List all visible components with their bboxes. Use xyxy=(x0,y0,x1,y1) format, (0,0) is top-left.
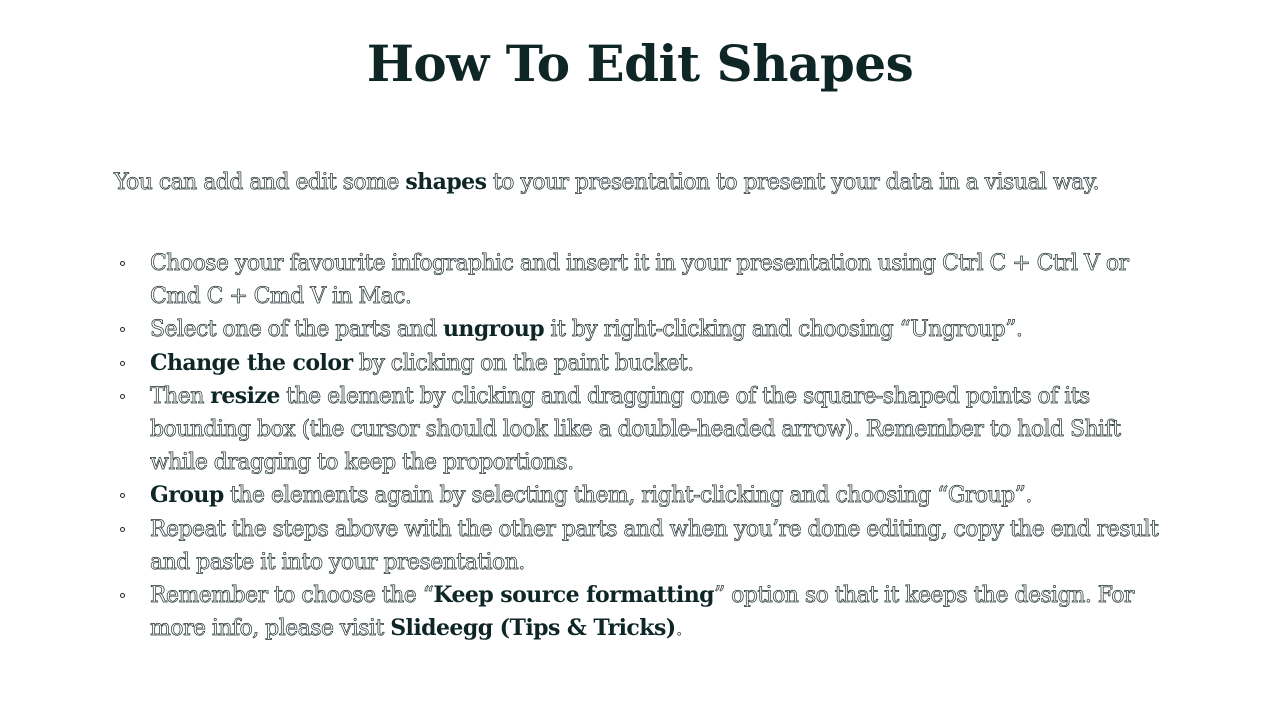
tips-and-tricks-link[interactable]: Slideegg (Tips & Tricks) xyxy=(390,615,676,642)
list-item-text: Select one of the parts and xyxy=(150,317,443,343)
intro-text-after: to your presentation to present your data in a visual way. xyxy=(486,170,1100,195)
list-item-text: Repeat the steps above with the other parts and when you’re done editing, copy the end result and paste it into your presentation. xyxy=(150,516,1159,575)
intro-paragraph xyxy=(114,166,1194,199)
intro-bold-text: shapes xyxy=(405,169,487,195)
list-item-text: Then xyxy=(150,383,211,409)
list-item xyxy=(114,247,1184,313)
list-item xyxy=(114,579,1184,645)
list-item-bold-text: ungroup xyxy=(442,316,545,343)
list-item-bold-text: Keep source formatting xyxy=(433,582,714,609)
bullet-icon xyxy=(120,327,125,332)
intro-text-before: You can add and edit some xyxy=(114,170,406,195)
list-item-text: Choose your favourite infographic and insert it in your presentation using Ctrl C + Ctrl V or Cmd C + Cmd V in Mac. xyxy=(150,251,1129,310)
steps-list xyxy=(114,247,1184,645)
bullet-icon xyxy=(120,593,125,598)
list-item xyxy=(114,313,1184,346)
list-item-text: the element by clicking and dragging one of the square-shaped points of its bounding box (the cursor should look like a double-headed arrow). Remember to hold Shift while dragging to keep the proportions. xyxy=(150,383,1121,476)
list-item xyxy=(114,347,1184,380)
list-item xyxy=(114,479,1184,512)
bullet-icon xyxy=(120,261,125,266)
list-item-text: . xyxy=(675,616,683,642)
list-item xyxy=(114,513,1184,579)
list-item-bold-text: Group xyxy=(150,482,224,509)
list-item-bold-text: Change the color xyxy=(150,349,353,376)
bullet-icon xyxy=(120,527,125,532)
list-item-text: by clicking on the paint bucket. xyxy=(352,350,694,376)
bullet-icon xyxy=(120,493,125,498)
slide-title: How To Edit Shapes xyxy=(366,34,914,93)
list-item-bold-text: resize xyxy=(210,382,280,409)
bullet-icon xyxy=(120,361,125,366)
list-item-text: ” option so that it keeps the design. For more info, please visit xyxy=(150,583,1134,642)
list-item-text: Remember to choose the “ xyxy=(150,583,434,609)
list-item xyxy=(114,380,1184,480)
bullet-icon xyxy=(120,394,125,399)
list-item-text: the elements again by selecting them, right-clicking and choosing “Group”. xyxy=(223,483,1032,509)
list-item-text: it by right-clicking and choosing “Ungroup”. xyxy=(544,317,1023,343)
